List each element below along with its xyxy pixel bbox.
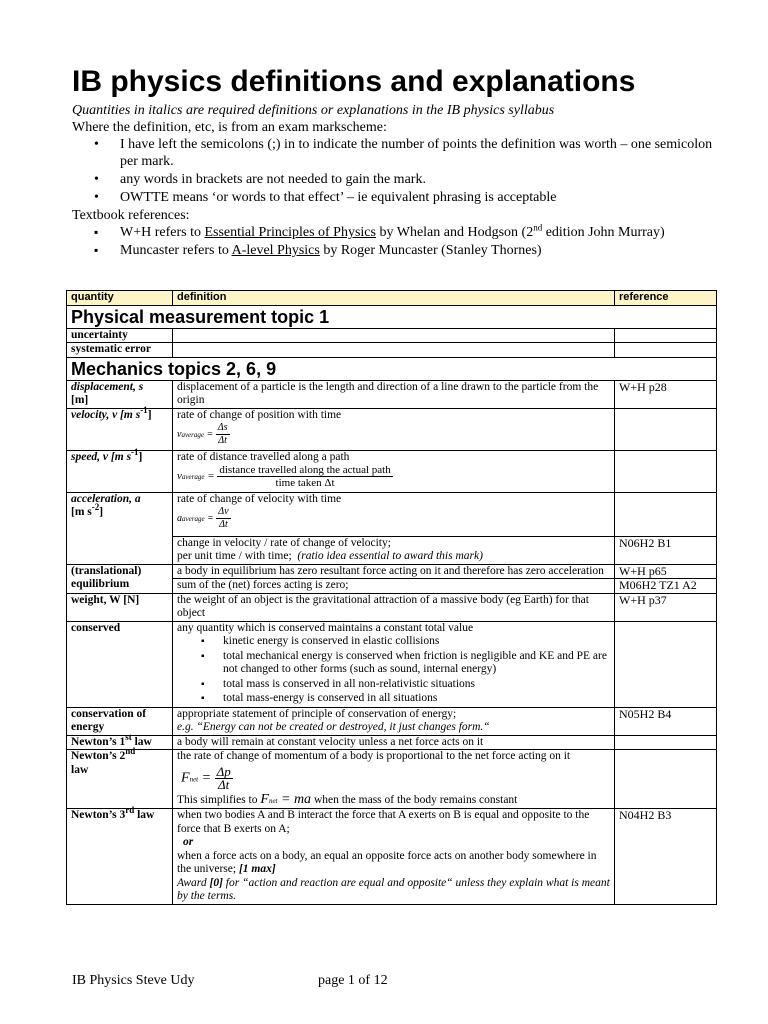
- equation-lhs: F: [260, 791, 269, 807]
- text: Newton’s 3: [71, 809, 126, 821]
- textbook-muncaster: [72, 242, 718, 259]
- simplification-line: [177, 793, 610, 809]
- superscript: nd: [125, 746, 136, 757]
- table-row: [67, 492, 717, 536]
- numerator: Δs: [217, 422, 228, 433]
- table-row: [67, 328, 717, 343]
- reference-cell: [615, 450, 717, 492]
- equation-lhs: v: [177, 470, 182, 483]
- definition-cell: [173, 328, 615, 343]
- equation-lhs: F: [181, 770, 190, 786]
- superscript: nd: [533, 222, 543, 233]
- definitions-table: [66, 290, 717, 905]
- denominator: Δt: [218, 776, 230, 792]
- text: displacement, s: [71, 380, 144, 393]
- quantity-cell: [67, 380, 173, 408]
- page-header: [72, 62, 718, 260]
- definition-cell: [173, 536, 615, 564]
- example-quote: “Energy can not be created or destroyed, it just changes form.“: [196, 721, 490, 733]
- topic-heading: Physical measurement topic 1: [67, 305, 717, 328]
- definition-cell: [173, 450, 615, 492]
- table-row: [67, 735, 717, 750]
- equation-subscript: net: [268, 796, 278, 805]
- text: when a force acts on a body, an equal an opposite force acts on another body somewhere in the universe;: [177, 849, 597, 875]
- equation-fraction: [215, 763, 233, 792]
- reference-cell: M06H2 TZ1 A2: [615, 579, 717, 594]
- list-item: • OWTTE means ‘or words to that effect’ – ie equivalent phrasing is acceptable: [72, 189, 718, 206]
- table-row: [67, 408, 717, 450]
- text: law: [131, 735, 152, 748]
- denominator: Δt: [219, 519, 228, 530]
- table-header-row: [67, 291, 717, 306]
- markscheme-intro: Where the definition, etc, is from an exam markscheme:: [72, 120, 387, 135]
- newton-second-law-equation: Fnet = $\frac{\Delta p}{\Delta t}$: [181, 763, 231, 792]
- text: Newton’s 2: [71, 750, 126, 762]
- text: law: [71, 763, 89, 776]
- acceleration-equation: aaverage = $\frac{\Delta v}{\Delta t}$: [177, 506, 229, 530]
- table-row: [67, 593, 717, 621]
- definition-cell: [173, 492, 615, 536]
- definition-cell: the weight of an object is the gravitational attraction of a massive body (eg Earth) for that object: [173, 593, 615, 621]
- text: law: [134, 809, 155, 821]
- definition-cell: sum of the (net) forces acting is zero;: [173, 579, 615, 594]
- text: velocity, v [m s: [71, 408, 141, 421]
- text: Award: [177, 876, 210, 889]
- numerator: Δv: [218, 506, 229, 517]
- text: by Whelan and Hodgson (2: [375, 225, 534, 240]
- reference-cell: [615, 621, 717, 707]
- quantity-cell: conservation of energy: [67, 707, 173, 735]
- reference-cell: [615, 750, 717, 809]
- topic-row: [67, 357, 717, 380]
- definition-text: rate of distance travelled along a path: [177, 450, 350, 463]
- reference-cell: W+H p65: [615, 564, 717, 579]
- equation-fraction: [216, 422, 230, 447]
- quantity-cell: velocity, v [m $s^{-1}$]: [67, 408, 173, 450]
- reference-cell: [615, 343, 717, 358]
- quantity-cell: conserved: [67, 621, 173, 707]
- column-header: reference: [615, 291, 717, 306]
- text: edition John Murray): [542, 225, 665, 240]
- book-title: Essential Principles of Physics: [204, 225, 376, 240]
- reference-cell: N04H2 B3: [615, 809, 717, 905]
- reference-cell: W+H p37: [615, 593, 717, 621]
- definition-text: any quantity which is conserved maintains a constant total value: [177, 621, 474, 634]
- equation-subscript: average: [181, 473, 205, 482]
- quantity-cell: [67, 746, 173, 809]
- mark-note: [1 max]: [238, 863, 276, 875]
- quantity-cell: acceleration, a [m $s^{-2}$]: [67, 492, 173, 564]
- reference-cell: [615, 328, 717, 343]
- quantity-cell: uncertainty: [67, 328, 173, 343]
- definition-cell: [173, 343, 615, 358]
- numerator: distance travelled along the actual path: [219, 464, 391, 476]
- equation-lhs: v: [177, 428, 182, 440]
- list-item: ▪ total mass is conserved in all non-relativistic situations: [177, 678, 610, 692]
- award-note: [177, 877, 610, 904]
- definition-cell: [173, 408, 615, 450]
- markscheme-notes: [72, 136, 718, 206]
- denominator: Δt: [218, 435, 227, 446]
- table-row: [67, 380, 717, 408]
- definition-text: [177, 850, 610, 877]
- quantity-cell: [67, 731, 173, 750]
- page-number: page 1 of 12: [318, 973, 388, 988]
- definition-cell: [173, 750, 615, 809]
- table-row: [67, 450, 717, 492]
- equation-fraction: [217, 464, 392, 489]
- textbook-wh: [72, 224, 718, 241]
- unit: [m]: [71, 394, 89, 406]
- quantity-cell: (translational) equilibrium: [67, 564, 173, 593]
- definition-text: the rate of change of momentum of a body is proportional to the net force acting on it: [177, 750, 571, 762]
- text: Newton’s 1: [71, 735, 126, 748]
- unit: [m s: [71, 506, 92, 518]
- text: [0]: [209, 876, 223, 889]
- reference-cell: N05H2 B4: [615, 707, 717, 735]
- text: W+H refers to: [120, 225, 205, 240]
- definition-text: rate of change of velocity with time: [177, 492, 342, 505]
- list-item: ▪ kinetic energy is conserved in elastic collisions: [177, 635, 610, 649]
- superscript: rd: [125, 805, 135, 816]
- footer-author: IB Physics Steve Udy: [72, 973, 195, 988]
- text: per unit time / with time;: [177, 550, 292, 562]
- list-item: • I have left the semicolons (;) in to indicate the number of points the definition was worth – one semicolon per mark.: [72, 136, 718, 170]
- text: by Roger Muncaster (Stanley Thornes): [319, 243, 542, 258]
- definition-cell: [173, 809, 615, 905]
- text: change in velocity / rate of change of velocity;: [177, 536, 391, 549]
- or-separator: or: [183, 836, 194, 848]
- text: appropriate statement of principle of conservation of energy;: [177, 707, 457, 720]
- reference-cell: W+H p28: [615, 380, 717, 408]
- definition-cell: a body will remain at constant velocity unless a net force acts on it: [173, 735, 615, 750]
- reference-cell: [615, 408, 717, 450]
- page-title: IB physics definitions and explanations: [72, 65, 636, 98]
- reference-cell: [615, 735, 717, 750]
- definition-cell: displacement of a particle is the length and direction of a line drawn to the particle from the origin: [173, 380, 615, 408]
- marking-note: (ratio idea essential to award this mark): [297, 550, 483, 562]
- textbook-list: [72, 224, 718, 259]
- equation-fraction: [216, 506, 230, 531]
- reference-cell: N06H2 B1: [615, 536, 717, 564]
- text: speed, v [m s: [71, 450, 132, 463]
- topic-heading: Mechanics topics 2, 6, 9: [67, 357, 717, 380]
- reference-cell: [615, 492, 717, 536]
- speed-equation: vaverage = $\frac{\text{distance travelled along the actual path}}{\text{time taken Δt}}$: [177, 464, 391, 489]
- text: Muncaster refers to: [120, 243, 232, 258]
- text: This simplifies to: [177, 793, 261, 806]
- equation-lhs: a: [177, 512, 182, 524]
- quantity-cell: systematic error: [67, 343, 173, 358]
- numerator: Δp: [216, 763, 231, 779]
- list-item: • any words in brackets are not needed to gain the mark.: [72, 171, 718, 188]
- definition-cell: [173, 621, 615, 707]
- denominator: time taken Δt: [275, 477, 335, 489]
- velocity-equation: vaverage = $\frac{\Delta s}{\Delta t}$: [177, 422, 228, 446]
- column-header: definition: [173, 291, 615, 306]
- list-item: ▪ total mechanical energy is conserved when friction is negligible and KE and PE are not changed to other forms (such as sound, internal energy): [177, 650, 610, 677]
- conserved-examples: [177, 635, 610, 706]
- text: for “action and reaction are equal and opposite“ unless they explain what is meant by the terms.: [177, 876, 610, 902]
- definition-cell: [173, 707, 615, 735]
- quantity-cell: speed, v [m $s^{-1}$]: [67, 450, 173, 492]
- table-row: [67, 707, 717, 735]
- column-header: quantity: [67, 291, 173, 306]
- topic-row: [67, 305, 717, 328]
- definition-text: rate of change of position with time: [177, 408, 342, 421]
- definition-cell: a body in equilibrium has zero resultant force acting on it and therefore has zero acceleration: [173, 564, 615, 579]
- textbook-label: Textbook references:: [72, 208, 190, 223]
- table-row: [67, 343, 717, 358]
- text: when the mass of the body remains constant: [311, 793, 518, 806]
- table-row: [67, 564, 717, 579]
- table-row: [67, 750, 717, 809]
- book-title: A-level Physics: [231, 243, 320, 258]
- page-subtitle: Quantities in italics are required definitions or explanations in the IB physics syllabus: [72, 103, 555, 118]
- superscript: st: [125, 731, 132, 742]
- text: acceleration, a: [71, 492, 141, 505]
- table-row: [67, 809, 717, 905]
- quantity-cell: [67, 805, 173, 905]
- text: e.g.: [177, 721, 194, 733]
- definition-text: when two bodies A and B interact the force that A exerts on B is equal and opposite to the force that B exerts on A;: [177, 809, 590, 835]
- table-row: [67, 621, 717, 707]
- equation-rhs: = ma: [277, 791, 312, 807]
- equation-subscript: average: [181, 430, 204, 439]
- quantity-cell: weight, W [N]: [67, 593, 173, 621]
- list-item: ▪ total mass-energy is conserved in all situations: [177, 692, 610, 706]
- equation-subscript: average: [182, 514, 205, 523]
- equation-subscript: net: [189, 775, 199, 784]
